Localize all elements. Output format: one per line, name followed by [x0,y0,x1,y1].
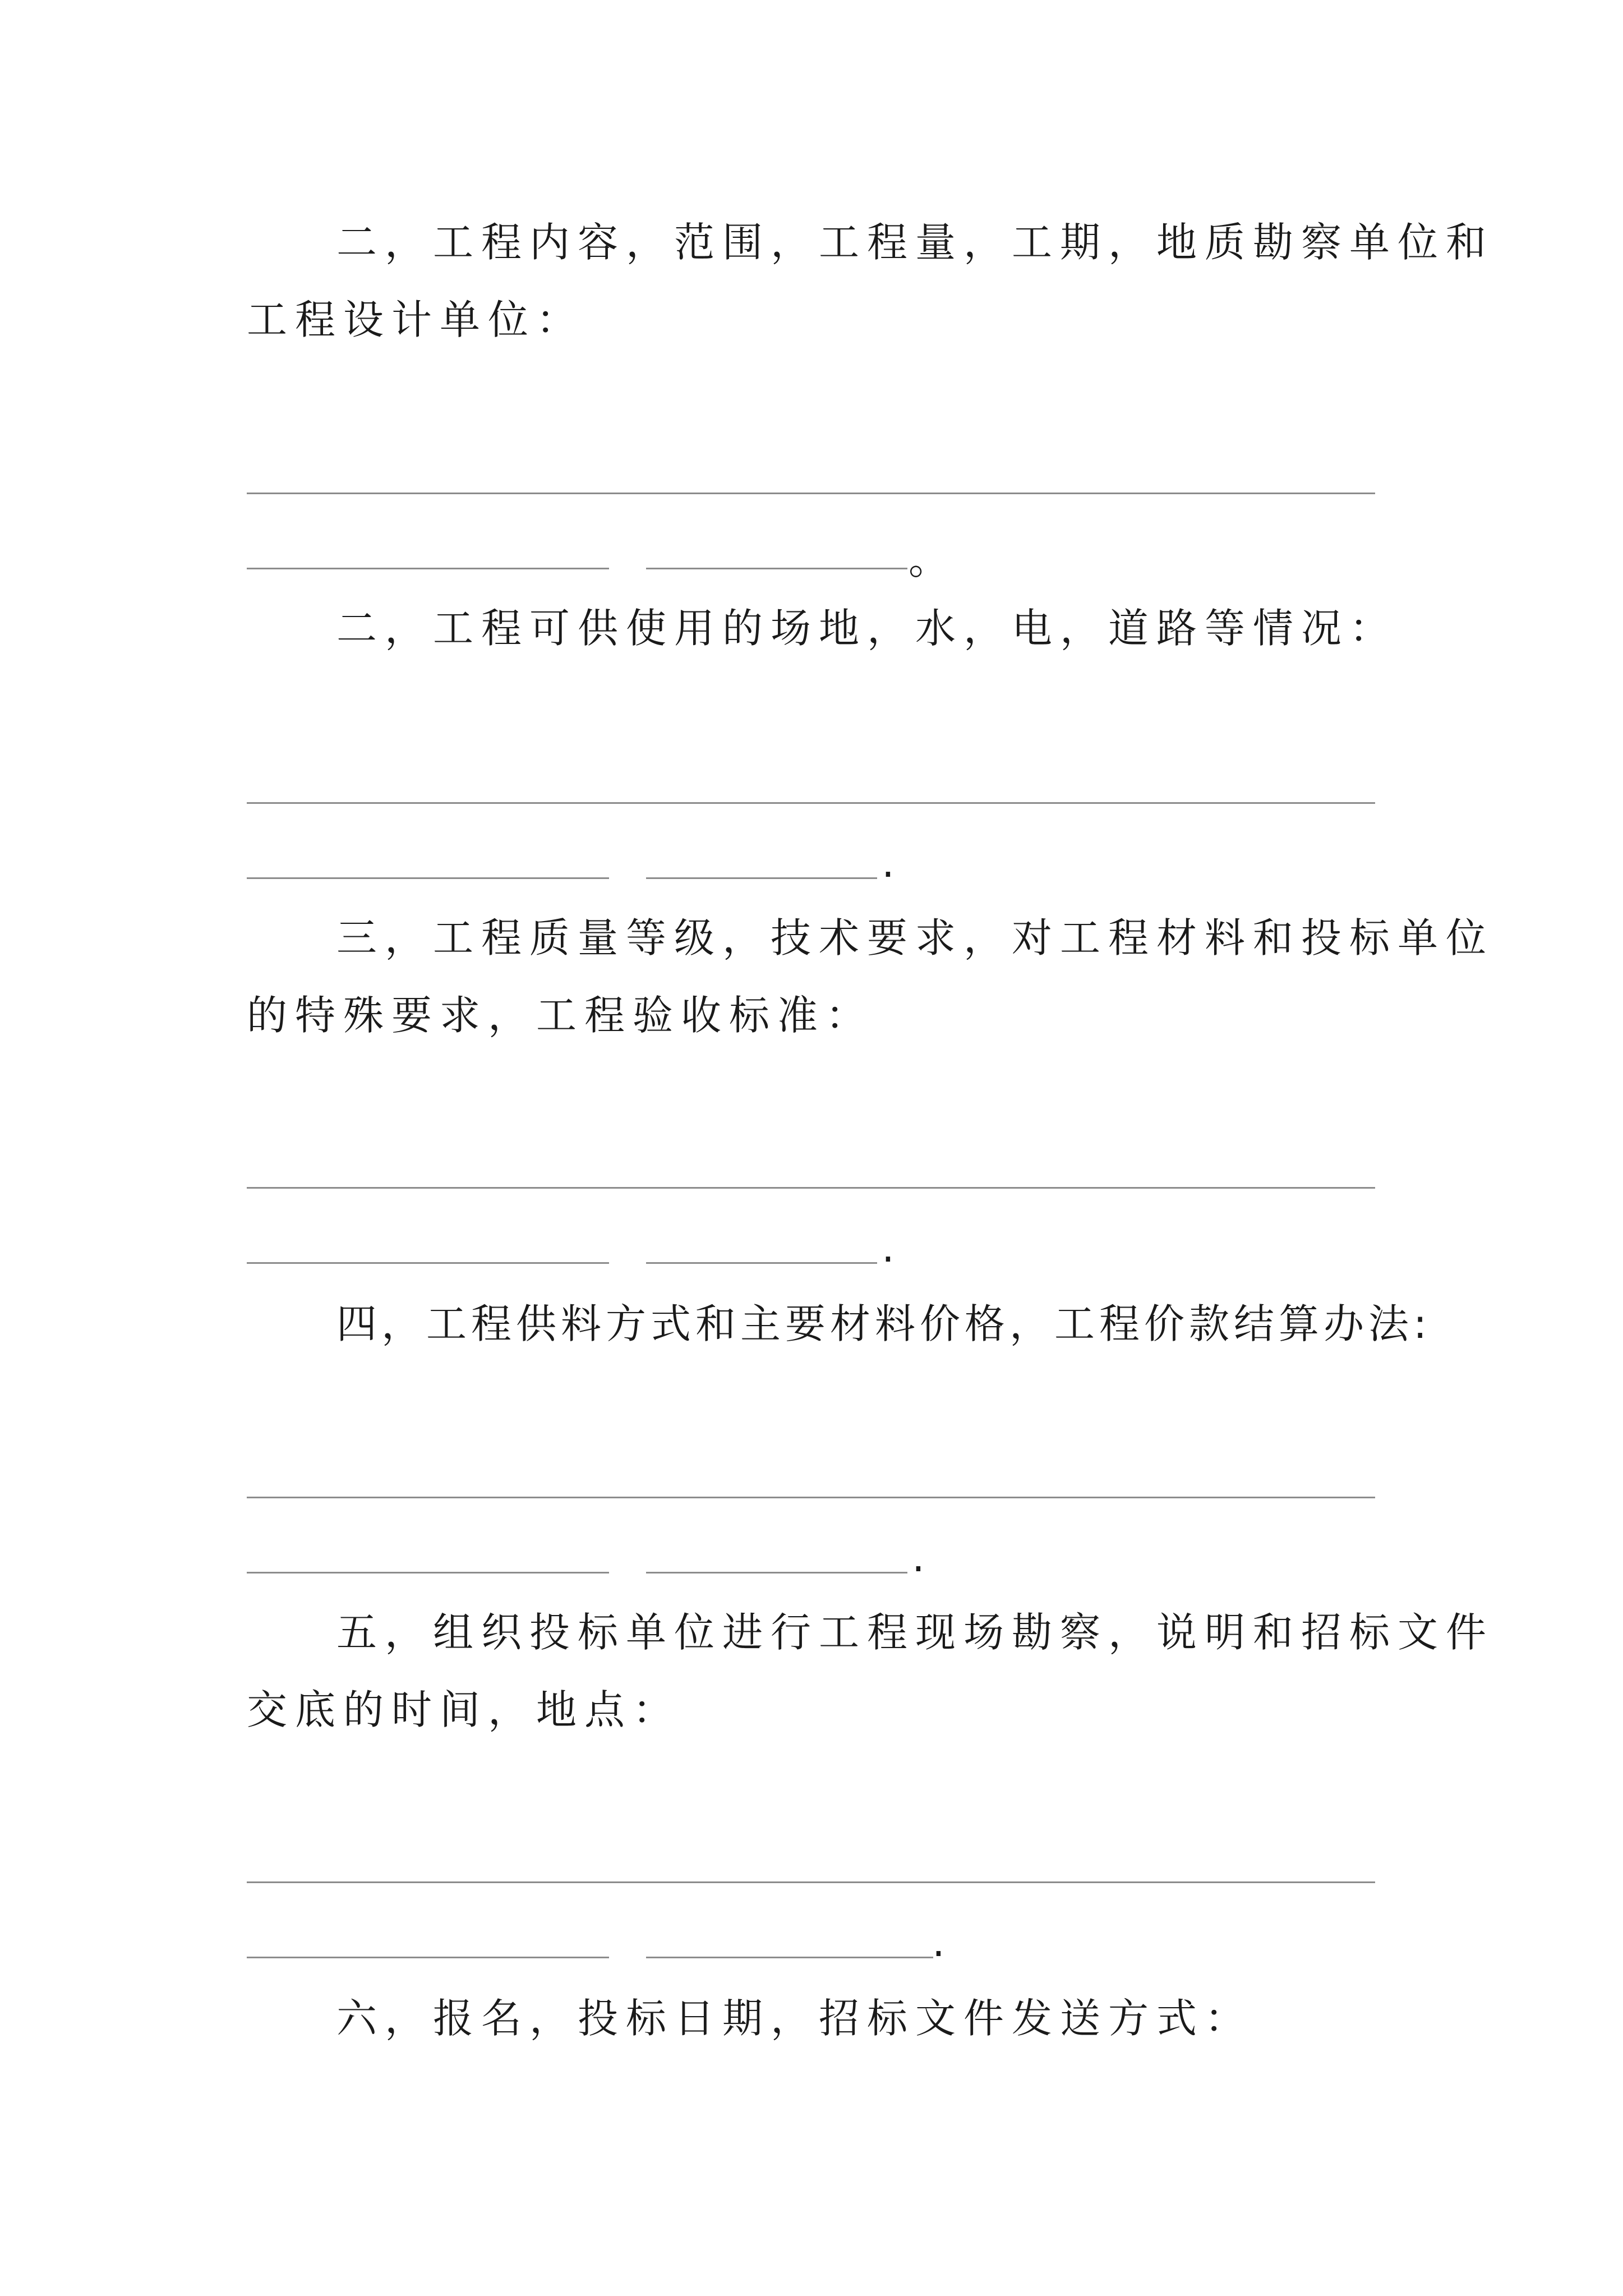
fill-in-line-short-a [247,1262,609,1264]
fill-in-line-short-b [646,1957,933,1958]
fill-in-line-long [247,1497,1375,1498]
section-3-line-1: 三，工程质量等级，技术要求，对工程材料和投标单位 [336,914,1495,961]
section-2-end-mark: . [882,839,895,886]
fill-in-line-short-b [646,568,907,569]
fill-in-line-short-a [247,877,609,879]
fill-in-line-long [247,802,1375,804]
section-5-end-mark: . [932,1918,945,1966]
section-2-line-1: 二，工程可供使用的场地，水，电，道路等情况： [336,605,1398,652]
section-4-end-mark: . [912,1534,925,1581]
section-4-line-1: 四，工程供料方式和主要材料价格，工程价款结算办法: [336,1300,1432,1347]
fill-in-line-short-b [646,877,877,879]
section-5-line-1: 五，组织投标单位进行工程现场勘察，说明和招标文件 [336,1609,1495,1656]
fill-in-line-long [247,1881,1375,1883]
section-3-line-2: 的特殊要求，工程验收标准： [247,992,874,1039]
fill-in-line-long [247,1187,1375,1189]
fill-in-line-short-b [646,1262,877,1264]
section-1-line-2: 工程设计单位： [247,296,585,343]
fill-in-line-short-a [247,1957,609,1958]
fill-in-line-long [247,493,1375,494]
fill-in-line-short-b [646,1572,907,1573]
section-1-line-1: 二，工程内容，范围，工程量，工期，地质勘察单位和 [336,219,1495,266]
fill-in-line-short-a [247,568,609,569]
fill-in-line-short-a [247,1572,609,1573]
section-6-line-1: 六，报名，投标日期，招标文件发送方式： [336,1995,1253,2042]
section-5-line-2: 交底的时间，地点： [247,1686,681,1733]
section-1-end-mark: 。 [909,536,949,583]
section-3-end-mark: . [882,1224,895,1271]
